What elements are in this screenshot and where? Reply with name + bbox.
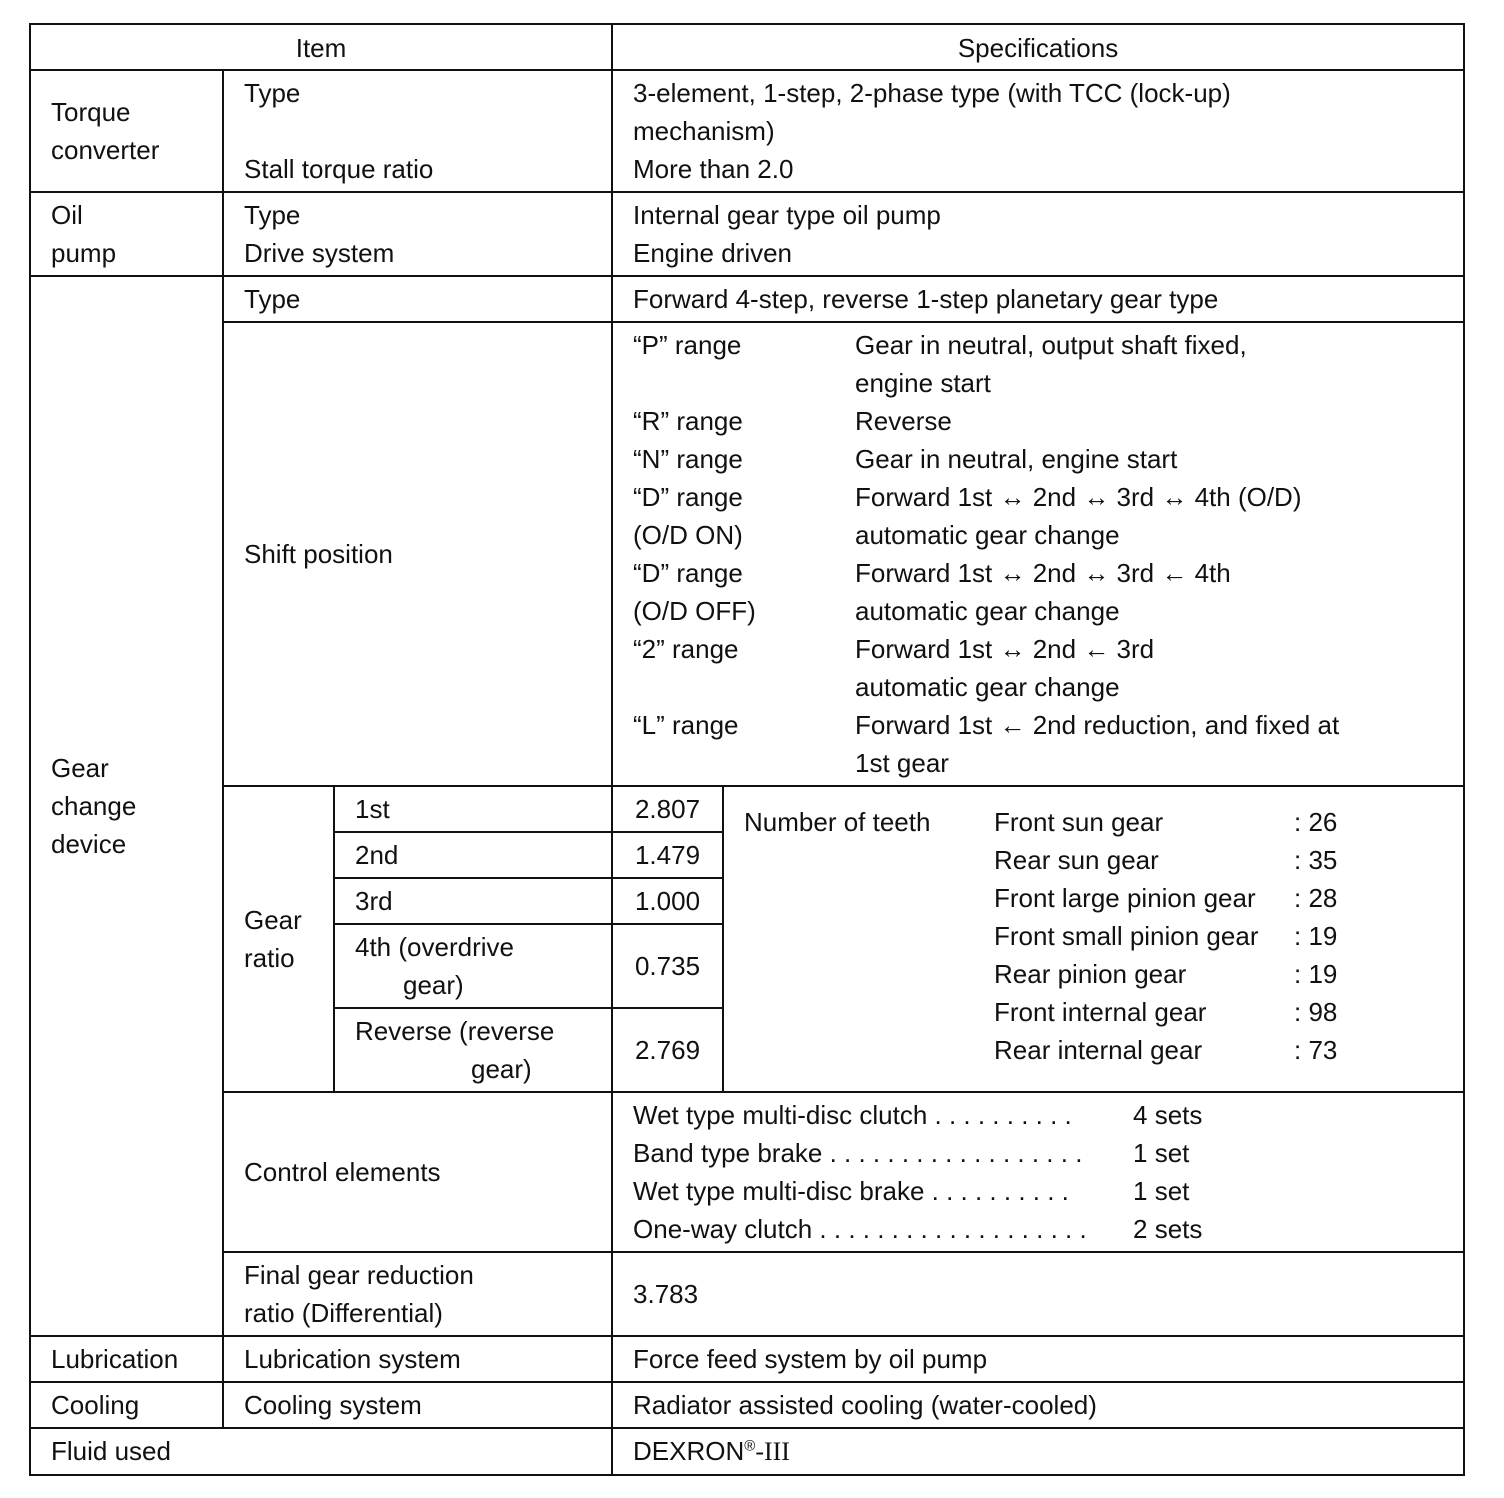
ratio-2nd-value: 1.479 [612, 832, 723, 878]
shift-range-description: automatic gear change [855, 672, 1120, 702]
teeth-count: : 35 [1294, 845, 1338, 875]
shift-range-name [633, 668, 855, 706]
shift-range-description: Forward 1st ↔ 2nd ← 3rd [855, 634, 1155, 664]
shift-range-name: “R” range [633, 406, 743, 436]
ratio-reverse-value: 2.769 [612, 1008, 723, 1092]
ratio-row-1st [30, 786, 1464, 832]
gear-type-row [30, 276, 1464, 322]
control-element-quantity: 1 set [1133, 1138, 1190, 1168]
final-gear-row [30, 1252, 1464, 1336]
control-element-item [633, 1096, 1453, 1134]
shift-range-name: “P” range [633, 330, 742, 360]
fluid-row [30, 1428, 1464, 1475]
shift-range-name: “2” range [633, 634, 739, 664]
teeth-gear-name: Front large pinion gear [994, 883, 1256, 913]
control-element-quantity: 1 set [1133, 1176, 1190, 1206]
control-element-quantity: 4 sets [1133, 1100, 1203, 1130]
control-elements-label: Control elements [223, 1092, 612, 1252]
teeth-gear-name: Front small pinion gear [994, 921, 1259, 951]
ratio-1st-label: 1st [334, 786, 612, 832]
shift-range-description: Forward 1st ↔ 2nd ↔ 3rd ↔ 4th (O/D) [855, 482, 1302, 512]
ratio-2nd-label: 2nd [334, 832, 612, 878]
header-specifications: Specifications [612, 24, 1464, 70]
torque-converter-group: Torque converter [30, 70, 223, 192]
lubrication-row [30, 1336, 1464, 1382]
shift-range-name: “D” range [633, 482, 743, 512]
control-elements-list [633, 1096, 1453, 1248]
shift-range-description: Reverse [855, 406, 952, 436]
shift-range-description: Forward 1st ← 2nd reduction, and fixed at [855, 710, 1340, 740]
shift-range-name: “N” range [633, 444, 743, 474]
shift-position-specs [612, 322, 1464, 786]
fluid-value: DEXRON®-III [612, 1428, 1464, 1475]
teeth-gear-name: Rear internal gear [994, 1035, 1203, 1065]
shift-range-name: “L” range [633, 710, 739, 740]
torque-converter-items: Type Stall torque ratio [223, 70, 612, 192]
cooling-row [30, 1382, 1464, 1428]
control-element-item [633, 1210, 1453, 1248]
control-element-item [633, 1134, 1453, 1172]
lubrication-value: Force feed system by oil pump [612, 1336, 1464, 1382]
control-elements-specs [612, 1092, 1464, 1252]
specifications-table [29, 23, 1465, 1476]
shift-range-description: Forward 1st ↔ 2nd ↔ 3rd ← 4th [855, 558, 1231, 588]
teeth-gear-name: Front sun gear [994, 807, 1164, 837]
control-element-name: Wet type multi-disc clutch . . . . . . . . . . [633, 1100, 1072, 1130]
oil-pump-specs: Internal gear type oil pump Engine driven [612, 192, 1464, 276]
gear-type-value: Forward 4-step, reverse 1-step planetary gear type [612, 276, 1464, 322]
ratio-4th-value: 0.735 [612, 924, 723, 1008]
shift-range-name: (O/D ON) [633, 520, 743, 550]
ratio-3rd-label: 3rd [334, 878, 612, 924]
teeth-count: : 19 [1294, 959, 1338, 989]
teeth-gear-name: Rear sun gear [994, 845, 1159, 875]
shift-range-name [633, 744, 855, 782]
gear-change-group: Gear change device [30, 276, 223, 1336]
oil-pump-group: Oil pump [30, 192, 223, 276]
shift-position-label: Shift position [223, 322, 612, 786]
control-element-quantity: 2 sets [1133, 1214, 1203, 1244]
control-element-name: Wet type multi-disc brake . . . . . . . . . . [633, 1176, 1069, 1206]
teeth-list [744, 803, 1453, 1069]
torque-converter-row [30, 70, 1464, 192]
cooling-value: Radiator assisted cooling (water-cooled) [612, 1382, 1464, 1428]
control-element-item [633, 1172, 1453, 1210]
number-of-teeth-cell [723, 786, 1464, 1092]
cooling-group: Cooling [30, 1382, 223, 1428]
ratio-1st-value: 2.807 [612, 786, 723, 832]
header-item: Item [30, 24, 612, 70]
shift-range-description: engine start [855, 368, 991, 398]
shift-range-description: 1st gear [855, 748, 949, 778]
teeth-count: : 26 [1294, 807, 1338, 837]
shift-range-name: “D” range [633, 558, 743, 588]
teeth-gear-name: Front internal gear [994, 997, 1207, 1027]
lubrication-label: Lubrication system [223, 1336, 612, 1382]
final-gear-label: Final gear reduction ratio (Differential) [223, 1252, 612, 1336]
teeth-count: : 73 [1294, 1035, 1338, 1065]
teeth-count: : 98 [1294, 997, 1338, 1027]
shift-range-description: automatic gear change [855, 596, 1120, 626]
control-elements-row [30, 1092, 1464, 1252]
cooling-label: Cooling system [223, 1382, 612, 1428]
control-element-name: One-way clutch . . . . . . . . . . . . . . . . . . . [633, 1214, 1087, 1244]
shift-position-row [30, 322, 1464, 786]
teeth-gear-name: Rear pinion gear [994, 959, 1187, 989]
ratio-3rd-value: 1.000 [612, 878, 723, 924]
ratio-4th-label: 4th (overdrive gear) [334, 924, 612, 1008]
gear-ratio-label: Gear ratio [223, 786, 334, 1092]
control-element-name: Band type brake . . . . . . . . . . . . . . . . . . [633, 1138, 1083, 1168]
shift-range-description: Gear in neutral, engine start [855, 444, 1178, 474]
teeth-count: : 28 [1294, 883, 1338, 913]
oil-pump-row [30, 192, 1464, 276]
shift-range-description: Gear in neutral, output shaft fixed, [855, 330, 1247, 360]
shift-range-description: automatic gear change [855, 520, 1120, 550]
fluid-label: Fluid used [30, 1428, 612, 1475]
torque-converter-specs: 3-element, 1-step, 2-phase type (with TCC (lock-up) mechanism) More than 2.0 [612, 70, 1464, 192]
shift-range-name: (O/D OFF) [633, 596, 756, 626]
lubrication-group: Lubrication [30, 1336, 223, 1382]
final-gear-value: 3.783 [612, 1252, 1464, 1336]
shift-range-list [633, 326, 1453, 782]
gear-type-label: Type [223, 276, 612, 322]
teeth-count: : 19 [1294, 921, 1338, 951]
shift-range-name [633, 364, 855, 402]
oil-pump-items: Type Drive system [223, 192, 612, 276]
number-of-teeth-label: Number of teeth [744, 807, 931, 837]
ratio-reverse-label: Reverse (reverse gear) [334, 1008, 612, 1092]
table-header-row [30, 24, 1464, 70]
